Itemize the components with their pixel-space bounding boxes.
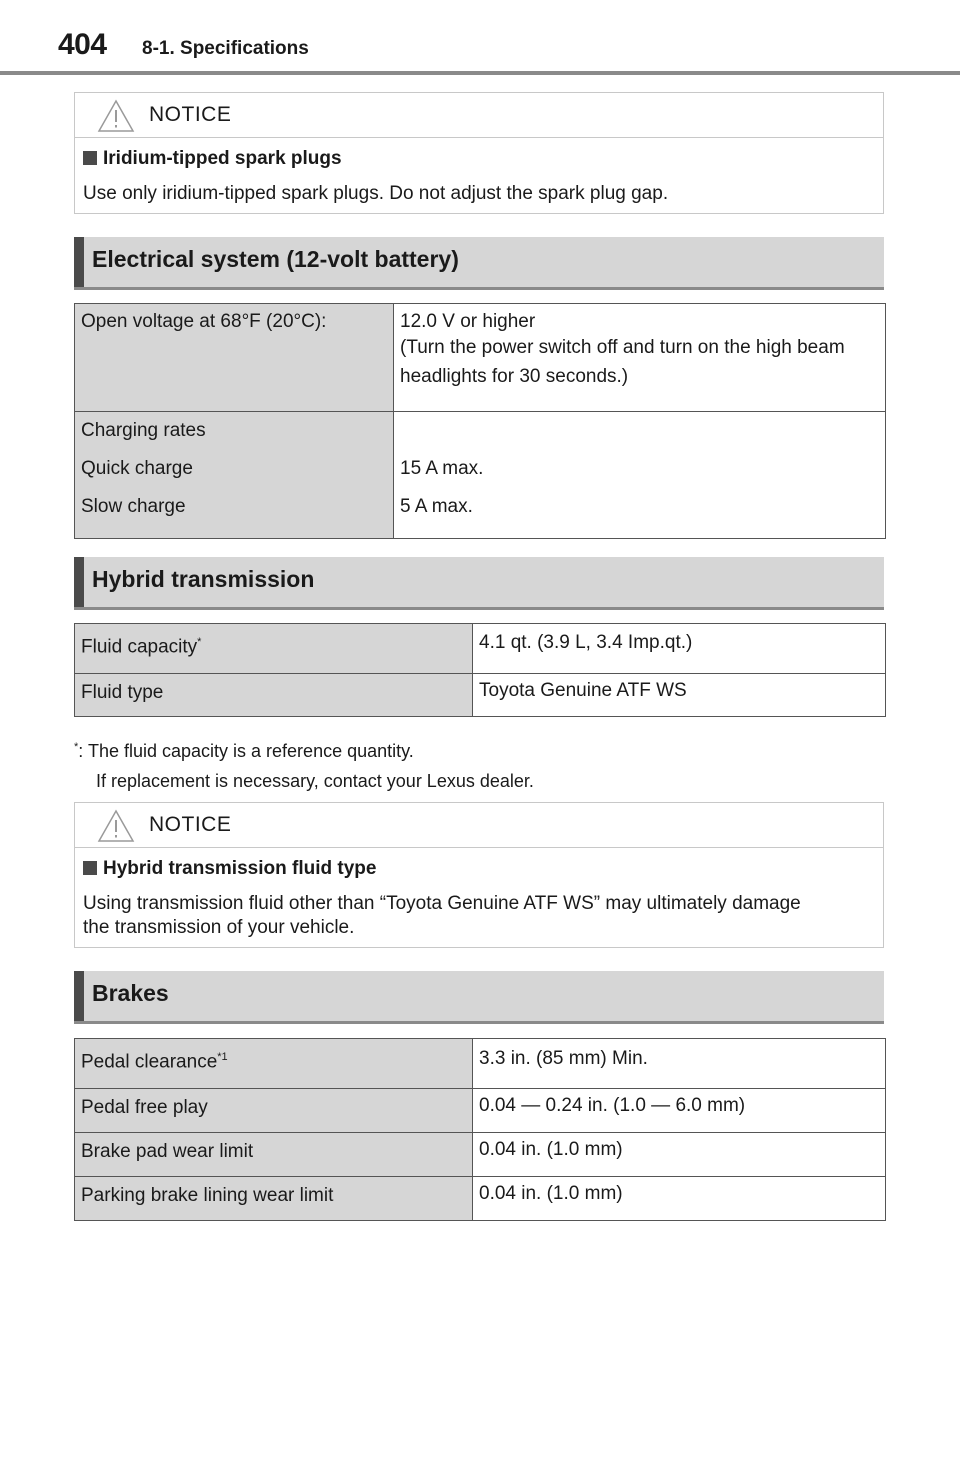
pedal-free-play-label: Pedal free play — [81, 1097, 208, 1118]
table-row — [75, 412, 886, 539]
open-voltage-label: Open voltage at 68°F (20°C): — [81, 311, 327, 332]
table-row — [75, 624, 886, 674]
electrical-table — [74, 303, 886, 539]
charging-rates-label: Charging rates — [81, 420, 206, 441]
section-title: Electrical system (12-volt battery) — [92, 246, 459, 272]
pedal-clearance-label: Pedal clearance — [81, 1051, 218, 1073]
brakes-table — [74, 1038, 886, 1221]
notice-subheading — [83, 858, 875, 880]
notice-transmission-fluid — [74, 802, 884, 948]
section-title: Hybrid transmission — [92, 566, 315, 592]
page-number: 404 — [58, 28, 107, 61]
pedal-clearance-value: 3.3 in. (85 mm) Min. — [479, 1048, 648, 1069]
section-accent — [74, 237, 84, 287]
notice-text-line: the transmission of your vehicle. — [83, 917, 355, 938]
quick-charge-value: 15 A max. — [400, 458, 484, 479]
quick-charge-label: Quick charge — [81, 458, 193, 479]
table-cell-label — [75, 412, 394, 539]
fluid-capacity-label: Fluid capacity — [81, 636, 198, 658]
table-row — [75, 1039, 886, 1089]
notice-subheading-text: Hybrid transmission fluid type — [103, 858, 377, 879]
brake-pad-wear-limit-value: 0.04 in. (1.0 mm) — [479, 1139, 623, 1160]
table-cell-label — [75, 674, 473, 717]
parking-brake-lining-wear-limit-value: 0.04 in. (1.0 mm) — [479, 1183, 623, 1204]
footnote-text: If replacement is necessary, contact your Lexus dealer. — [96, 771, 534, 791]
slow-charge-label: Slow charge — [81, 496, 186, 517]
section-electrical — [74, 237, 884, 290]
table-cell-value — [473, 1133, 886, 1177]
table-cell-value — [473, 1039, 886, 1089]
table-cell-value — [473, 1089, 886, 1133]
notice-subheading — [83, 148, 875, 170]
notice-spark-plugs — [74, 92, 884, 214]
notice-text: Use only iridium-tipped spark plugs. Do not adjust the spark plug gap. — [83, 183, 669, 204]
open-voltage-note: (Turn the power switch off and turn on the high beam — [400, 337, 845, 358]
section-accent — [74, 557, 84, 607]
section-brakes — [74, 971, 884, 1024]
table-cell-value — [473, 1177, 886, 1221]
table-cell-label — [75, 1177, 473, 1221]
transmission-table — [74, 623, 886, 717]
table-row — [75, 304, 886, 412]
table-row — [75, 1133, 886, 1177]
footnote-mark: * — [74, 741, 79, 753]
transmission-footnote — [74, 732, 534, 796]
fluid-type-label: Fluid type — [81, 682, 164, 703]
table-row — [75, 1177, 886, 1221]
table-row — [75, 1089, 886, 1133]
notice-text-line: Using transmission fluid other than “Toyota Genuine ATF WS” may ultimately damage — [83, 893, 801, 914]
open-voltage-note: headlights for 30 seconds.) — [400, 366, 629, 387]
section-title: Brakes — [92, 980, 169, 1006]
fluid-type-value: Toyota Genuine ATF WS — [479, 680, 687, 701]
notice-subheading-text: Iridium-tipped spark plugs — [103, 148, 342, 169]
table-cell-value — [473, 674, 886, 717]
table-cell-label — [75, 1133, 473, 1177]
slow-charge-value: 5 A max. — [400, 496, 473, 517]
notice-label: NOTICE — [149, 813, 232, 836]
notice-text — [83, 892, 875, 940]
square-bullet-icon — [83, 151, 97, 165]
header-rule — [0, 71, 960, 75]
table-cell-label — [75, 1089, 473, 1133]
brake-pad-wear-limit-label: Brake pad wear limit — [81, 1141, 254, 1162]
table-cell-value — [473, 624, 886, 674]
section-reference: 8-1. Specifications — [142, 38, 309, 59]
warning-triangle-icon — [97, 809, 135, 843]
table-row — [75, 674, 886, 717]
notice-header — [75, 803, 883, 848]
table-cell-label — [75, 304, 394, 412]
square-bullet-icon — [83, 861, 97, 875]
parking-brake-lining-wear-limit-label: Parking brake lining wear limit — [81, 1185, 334, 1206]
warning-triangle-icon — [97, 99, 135, 133]
open-voltage-value: 12.0 V or higher — [400, 311, 536, 332]
notice-header — [75, 93, 883, 138]
footnote-mark: *1 — [217, 1051, 228, 1063]
page-header — [0, 0, 960, 76]
section-hybrid-transmission — [74, 557, 884, 610]
pedal-free-play-value: 0.04 — 0.24 in. (1.0 — 6.0 mm) — [479, 1095, 746, 1116]
notice-label: NOTICE — [149, 103, 232, 126]
footnote-mark: * — [197, 636, 202, 648]
footnote-text: : The fluid capacity is a reference quantity. — [78, 741, 414, 761]
table-cell-value — [394, 304, 886, 412]
table-cell-value — [394, 412, 886, 539]
table-cell-label — [75, 624, 473, 674]
section-accent — [74, 971, 84, 1021]
table-cell-label — [75, 1039, 473, 1089]
fluid-capacity-value: 4.1 qt. (3.9 L, 3.4 Imp.qt.) — [479, 632, 693, 653]
